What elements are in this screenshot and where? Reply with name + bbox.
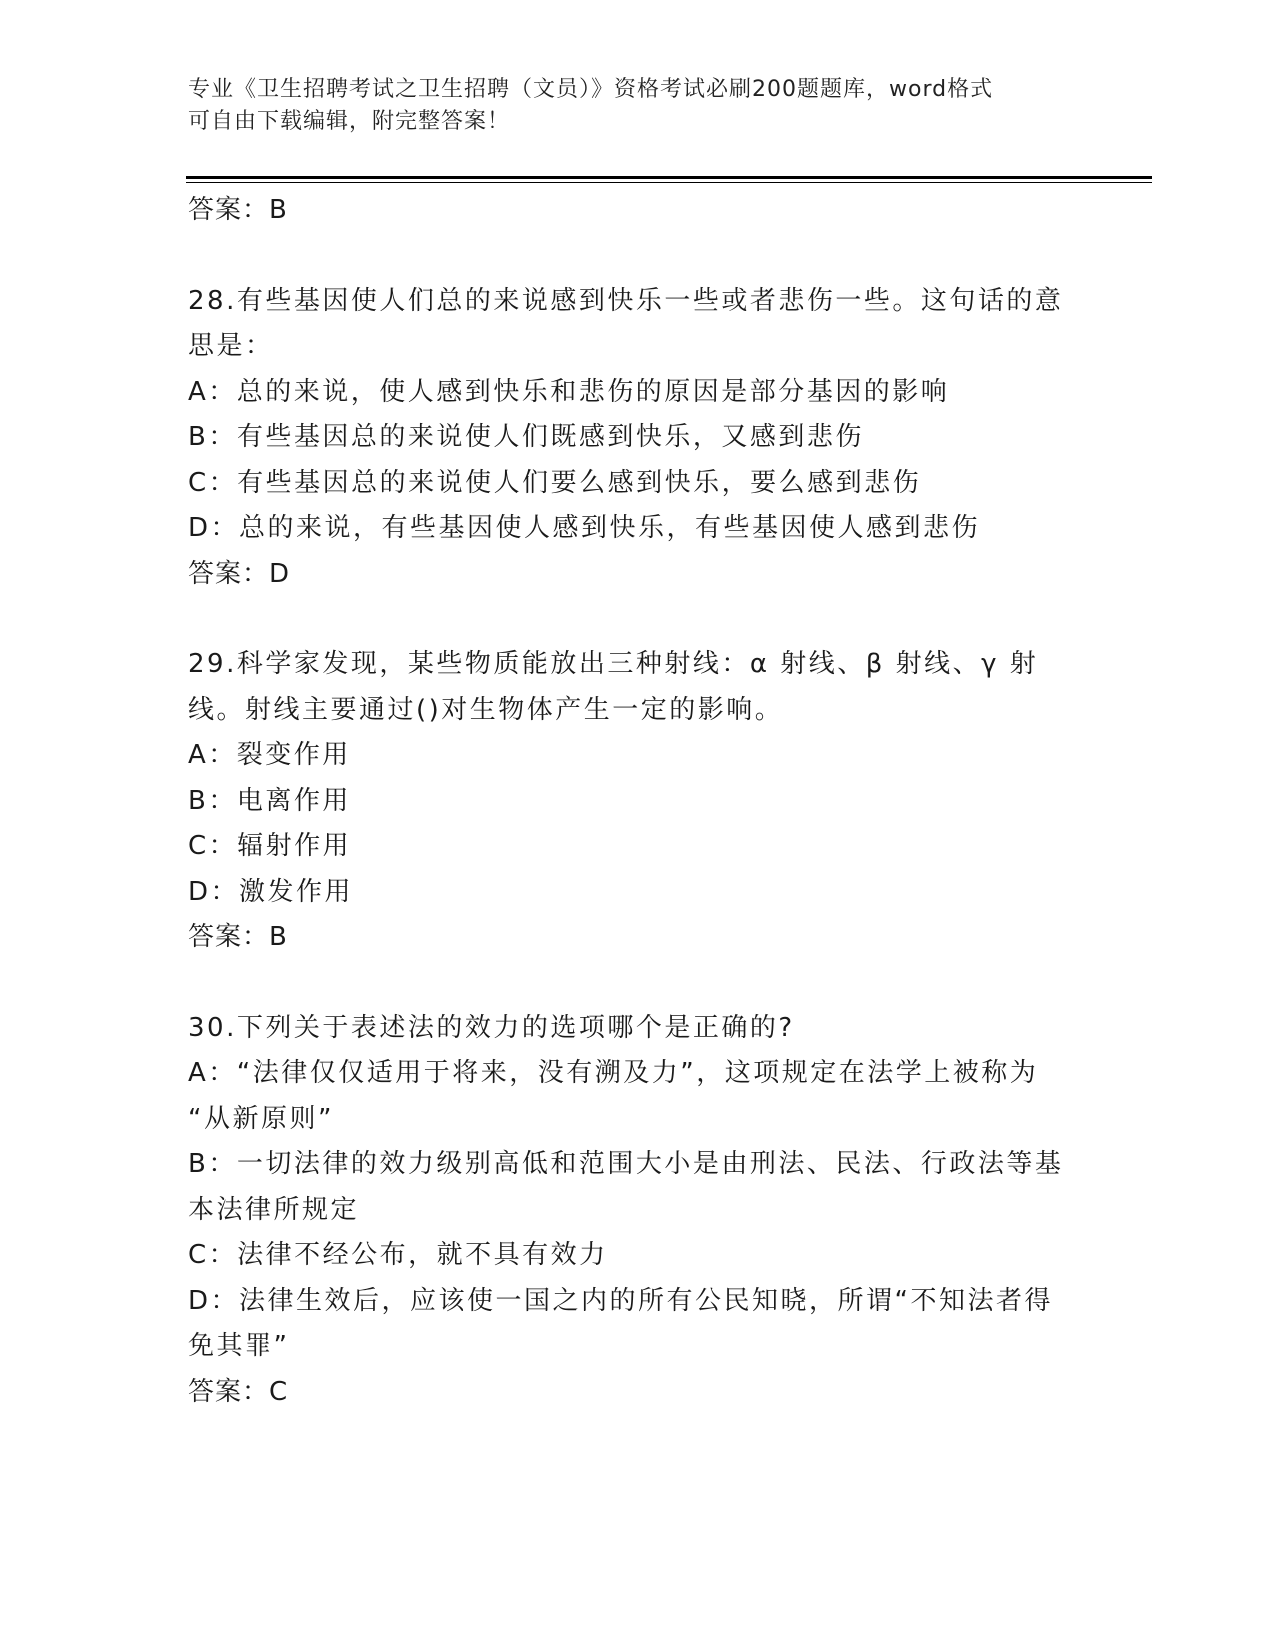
option-b: B：一切法律的效力级别高低和范围大小是由刑法、民法、行政法等基 [188,1149,1064,1179]
option-b-continued: 本法律所规定 [188,1194,360,1225]
option-c: C：有些基因总的来说使人们要么感到快乐，要么感到悲伤 [188,467,922,498]
question-block-29 [188,642,1068,961]
option-d-continued: 免其罪” [188,1331,290,1361]
option-c: C：法律不经公布，就不具有效力 [188,1240,608,1270]
option-d: D：法律生效后，应该使一国之内的所有公民知晓，所谓“不知法者得 [188,1285,1053,1316]
question-stem-line: 30.下列关于表述法的效力的选项哪个是正确的? [188,1012,795,1043]
option-d: D：激发作用 [188,876,354,907]
question-block-28 [188,279,1068,598]
option-c: C：辐射作用 [188,831,352,861]
answer-line: 答案：C [188,1376,289,1407]
header-rule-thick [186,176,1152,179]
question-stem-line: 28.有些基因使人们总的来说感到快乐一些或者悲伤一些。这句话的意 [188,285,1064,316]
answer-line: 答案：D [188,558,291,589]
question-stem-line: 思是： [188,331,274,361]
spacer [188,234,1068,279]
option-d: D：总的来说，有些基因使人感到快乐，有些基因使人感到悲伤 [188,513,981,543]
answer-line: 答案：B [188,922,288,952]
document-body [188,188,1068,1415]
question-stem-line: 29.科学家发现，某些物质能放出三种射线：α 射线、β 射线、γ 射 [188,649,1039,679]
question-block-30 [188,1006,1068,1416]
document-header [188,74,1068,138]
header-line-2: 可自由下载编辑，附完整答案！ [188,109,511,134]
spacer [188,961,1068,1006]
option-a: A：总的来说，使人感到快乐和悲伤的原因是部分基因的影响 [188,376,950,407]
option-a-continued: “从新原则” [188,1103,334,1134]
option-a: A：裂变作用 [188,740,351,770]
option-b: B：电离作用 [188,785,351,816]
option-a: A：“法律仅仅适用于将来，没有溯及力”，这项规定在法学上被称为 [188,1058,1039,1088]
option-b: B：有些基因总的来说使人们既感到快乐，又感到悲伤 [188,422,864,452]
spacer [188,597,1068,642]
answer-line-prev: 答案：B [188,195,288,225]
question-stem-line: 线。射线主要通过()对生物体产生一定的影响。 [188,694,784,725]
header-line-1: 专业《卫生招聘考试之卫生招聘（文员）》资格考试必刷200题题库，word格式 [188,77,994,102]
header-rule-thin [186,182,1152,183]
